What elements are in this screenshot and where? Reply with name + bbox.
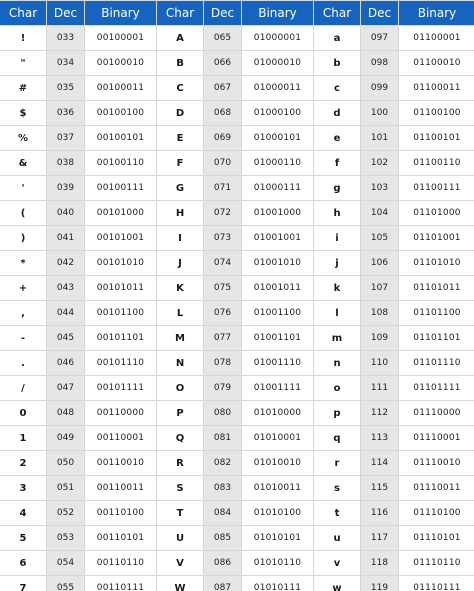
header-char: Char [0, 1, 47, 26]
binary-cell: 01100111 [399, 176, 474, 201]
binary-cell: 01010010 [242, 451, 314, 476]
char-cell: D [157, 101, 204, 126]
binary-cell: 00100011 [85, 76, 157, 101]
dec-cell: 105 [361, 226, 399, 251]
dec-cell: 083 [204, 476, 242, 501]
binary-cell: 01000011 [242, 76, 314, 101]
binary-cell: 01101110 [399, 351, 474, 376]
binary-cell: 01001001 [242, 226, 314, 251]
char-cell: 2 [0, 451, 47, 476]
char-cell: $ [0, 101, 47, 126]
dec-cell: 082 [204, 451, 242, 476]
header-char: Char [314, 1, 361, 26]
char-cell: S [157, 476, 204, 501]
char-cell: + [0, 276, 47, 301]
binary-cell: 01010111 [242, 576, 314, 591]
table-row [0, 251, 474, 276]
dec-cell: 099 [361, 76, 399, 101]
dec-cell: 101 [361, 126, 399, 151]
table-row [0, 451, 474, 476]
binary-cell: 00100010 [85, 51, 157, 76]
table-row [0, 201, 474, 226]
char-cell: r [314, 451, 361, 476]
char-cell: 1 [0, 426, 47, 451]
binary-cell: 01010100 [242, 501, 314, 526]
dec-cell: 112 [361, 401, 399, 426]
char-cell: * [0, 251, 47, 276]
binary-cell: 01001010 [242, 251, 314, 276]
dec-cell: 069 [204, 126, 242, 151]
dec-cell: 084 [204, 501, 242, 526]
char-cell: e [314, 126, 361, 151]
table-row [0, 576, 474, 591]
dec-cell: 040 [47, 201, 85, 226]
binary-cell: 01110100 [399, 501, 474, 526]
char-cell: f [314, 151, 361, 176]
char-cell: h [314, 201, 361, 226]
header-row [0, 1, 474, 26]
char-cell: 4 [0, 501, 47, 526]
binary-cell: 01001000 [242, 201, 314, 226]
binary-cell: 00101000 [85, 201, 157, 226]
char-cell: v [314, 551, 361, 576]
binary-cell: 01001100 [242, 301, 314, 326]
char-cell: E [157, 126, 204, 151]
char-cell: p [314, 401, 361, 426]
dec-cell: 039 [47, 176, 85, 201]
table-row [0, 276, 474, 301]
dec-cell: 081 [204, 426, 242, 451]
binary-cell: 01100010 [399, 51, 474, 76]
dec-cell: 113 [361, 426, 399, 451]
binary-cell: 01110000 [399, 401, 474, 426]
char-cell: 3 [0, 476, 47, 501]
char-cell: # [0, 76, 47, 101]
table-row [0, 501, 474, 526]
dec-cell: 077 [204, 326, 242, 351]
char-cell: w [314, 576, 361, 591]
char-cell: o [314, 376, 361, 401]
binary-cell: 01110110 [399, 551, 474, 576]
char-cell: g [314, 176, 361, 201]
dec-cell: 036 [47, 101, 85, 126]
binary-cell: 01101111 [399, 376, 474, 401]
binary-cell: 00100001 [85, 26, 157, 51]
dec-cell: 118 [361, 551, 399, 576]
char-cell: N [157, 351, 204, 376]
char-cell: ) [0, 226, 47, 251]
char-cell: W [157, 576, 204, 591]
binary-cell: 01101000 [399, 201, 474, 226]
table-row [0, 76, 474, 101]
binary-cell: 01100110 [399, 151, 474, 176]
table-row [0, 26, 474, 51]
header-char: Char [157, 1, 204, 26]
table-row [0, 476, 474, 501]
dec-cell: 051 [47, 476, 85, 501]
dec-cell: 111 [361, 376, 399, 401]
header-binary: Binary [85, 1, 157, 26]
dec-cell: 053 [47, 526, 85, 551]
char-cell: V [157, 551, 204, 576]
dec-cell: 068 [204, 101, 242, 126]
dec-cell: 103 [361, 176, 399, 201]
dec-cell: 117 [361, 526, 399, 551]
char-cell: . [0, 351, 47, 376]
char-cell: j [314, 251, 361, 276]
binary-cell: 01101010 [399, 251, 474, 276]
dec-cell: 045 [47, 326, 85, 351]
dec-cell: 049 [47, 426, 85, 451]
binary-cell: 00100101 [85, 126, 157, 151]
char-cell: 7 [0, 576, 47, 591]
char-cell: q [314, 426, 361, 451]
dec-cell: 098 [361, 51, 399, 76]
binary-cell: 00100110 [85, 151, 157, 176]
char-cell: C [157, 76, 204, 101]
dec-cell: 035 [47, 76, 85, 101]
dec-cell: 075 [204, 276, 242, 301]
dec-cell: 074 [204, 251, 242, 276]
dec-cell: 038 [47, 151, 85, 176]
dec-cell: 102 [361, 151, 399, 176]
binary-cell: 00110000 [85, 401, 157, 426]
binary-cell: 01001110 [242, 351, 314, 376]
dec-cell: 052 [47, 501, 85, 526]
char-cell: i [314, 226, 361, 251]
binary-cell: 01010101 [242, 526, 314, 551]
char-cell: - [0, 326, 47, 351]
dec-cell: 048 [47, 401, 85, 426]
char-cell: ( [0, 201, 47, 226]
char-cell: Q [157, 426, 204, 451]
header-dec: Dec [204, 1, 242, 26]
binary-cell: 00110011 [85, 476, 157, 501]
binary-cell: 01000111 [242, 176, 314, 201]
binary-cell: 01100101 [399, 126, 474, 151]
binary-cell: 01010001 [242, 426, 314, 451]
char-cell: T [157, 501, 204, 526]
binary-cell: 00101101 [85, 326, 157, 351]
char-cell: 5 [0, 526, 47, 551]
binary-cell: 01010011 [242, 476, 314, 501]
binary-cell: 01000100 [242, 101, 314, 126]
binary-cell: 01010000 [242, 401, 314, 426]
binary-cell: 00110010 [85, 451, 157, 476]
binary-cell: 01110001 [399, 426, 474, 451]
char-cell: / [0, 376, 47, 401]
char-cell: s [314, 476, 361, 501]
char-cell: ' [0, 176, 47, 201]
binary-cell: 01101101 [399, 326, 474, 351]
char-cell: 6 [0, 551, 47, 576]
char-cell: 0 [0, 401, 47, 426]
binary-cell: 00110001 [85, 426, 157, 451]
binary-cell: 01000110 [242, 151, 314, 176]
char-cell: u [314, 526, 361, 551]
char-cell: O [157, 376, 204, 401]
dec-cell: 110 [361, 351, 399, 376]
dec-cell: 065 [204, 26, 242, 51]
dec-cell: 071 [204, 176, 242, 201]
binary-cell: 01000101 [242, 126, 314, 151]
header-dec: Dec [361, 1, 399, 26]
binary-cell: 00110101 [85, 526, 157, 551]
table-row [0, 326, 474, 351]
binary-cell: 01110011 [399, 476, 474, 501]
binary-cell: 00101110 [85, 351, 157, 376]
table-row [0, 426, 474, 451]
dec-cell: 042 [47, 251, 85, 276]
binary-cell: 01110101 [399, 526, 474, 551]
char-cell: b [314, 51, 361, 76]
char-cell: M [157, 326, 204, 351]
dec-cell: 085 [204, 526, 242, 551]
dec-cell: 100 [361, 101, 399, 126]
binary-cell: 01000010 [242, 51, 314, 76]
char-cell: J [157, 251, 204, 276]
binary-cell: 00100100 [85, 101, 157, 126]
binary-cell: 00101011 [85, 276, 157, 301]
dec-cell: 107 [361, 276, 399, 301]
binary-cell: 01110111 [399, 576, 474, 591]
dec-cell: 070 [204, 151, 242, 176]
dec-cell: 046 [47, 351, 85, 376]
dec-cell: 055 [47, 576, 85, 591]
table-row [0, 51, 474, 76]
char-cell: P [157, 401, 204, 426]
dec-cell: 104 [361, 201, 399, 226]
dec-cell: 044 [47, 301, 85, 326]
table-body [0, 26, 474, 591]
table-row [0, 351, 474, 376]
table-row [0, 101, 474, 126]
dec-cell: 066 [204, 51, 242, 76]
char-cell: l [314, 301, 361, 326]
char-cell: L [157, 301, 204, 326]
binary-cell: 01001101 [242, 326, 314, 351]
char-cell: n [314, 351, 361, 376]
char-cell: d [314, 101, 361, 126]
dec-cell: 078 [204, 351, 242, 376]
binary-cell: 00101100 [85, 301, 157, 326]
char-cell: % [0, 126, 47, 151]
dec-cell: 106 [361, 251, 399, 276]
table-row [0, 526, 474, 551]
header-binary: Binary [242, 1, 314, 26]
dec-cell: 072 [204, 201, 242, 226]
header-binary: Binary [399, 1, 474, 26]
char-cell: R [157, 451, 204, 476]
char-cell: K [157, 276, 204, 301]
char-cell: k [314, 276, 361, 301]
dec-cell: 033 [47, 26, 85, 51]
dec-cell: 119 [361, 576, 399, 591]
table-row [0, 301, 474, 326]
binary-cell: 01001011 [242, 276, 314, 301]
table-row [0, 551, 474, 576]
char-cell: & [0, 151, 47, 176]
dec-cell: 087 [204, 576, 242, 591]
binary-cell: 01110010 [399, 451, 474, 476]
dec-cell: 043 [47, 276, 85, 301]
dec-cell: 086 [204, 551, 242, 576]
binary-cell: 00110110 [85, 551, 157, 576]
table-row [0, 126, 474, 151]
char-cell: G [157, 176, 204, 201]
binary-cell: 01101001 [399, 226, 474, 251]
binary-cell: 01100011 [399, 76, 474, 101]
dec-cell: 115 [361, 476, 399, 501]
char-cell: I [157, 226, 204, 251]
binary-cell: 01101011 [399, 276, 474, 301]
dec-cell: 114 [361, 451, 399, 476]
table-row [0, 226, 474, 251]
dec-cell: 097 [361, 26, 399, 51]
dec-cell: 041 [47, 226, 85, 251]
binary-cell: 01100001 [399, 26, 474, 51]
dec-cell: 108 [361, 301, 399, 326]
char-cell: t [314, 501, 361, 526]
dec-cell: 116 [361, 501, 399, 526]
char-cell: B [157, 51, 204, 76]
table-row [0, 151, 474, 176]
binary-cell: 00110111 [85, 576, 157, 591]
binary-cell: 01101100 [399, 301, 474, 326]
header-dec: Dec [47, 1, 85, 26]
dec-cell: 054 [47, 551, 85, 576]
dec-cell: 080 [204, 401, 242, 426]
dec-cell: 109 [361, 326, 399, 351]
binary-cell: 00101010 [85, 251, 157, 276]
binary-cell: 01000001 [242, 26, 314, 51]
dec-cell: 067 [204, 76, 242, 101]
binary-cell: 01010110 [242, 551, 314, 576]
char-cell: F [157, 151, 204, 176]
dec-cell: 079 [204, 376, 242, 401]
dec-cell: 076 [204, 301, 242, 326]
dec-cell: 037 [47, 126, 85, 151]
binary-cell: 00101111 [85, 376, 157, 401]
char-cell: c [314, 76, 361, 101]
binary-cell: 00110100 [85, 501, 157, 526]
char-cell: " [0, 51, 47, 76]
table-row [0, 176, 474, 201]
char-cell: a [314, 26, 361, 51]
binary-cell: 00100111 [85, 176, 157, 201]
dec-cell: 050 [47, 451, 85, 476]
char-cell: , [0, 301, 47, 326]
binary-cell: 01100100 [399, 101, 474, 126]
binary-cell: 00101001 [85, 226, 157, 251]
char-cell: ! [0, 26, 47, 51]
table-row [0, 376, 474, 401]
table-row [0, 401, 474, 426]
char-cell: H [157, 201, 204, 226]
char-cell: U [157, 526, 204, 551]
char-cell: m [314, 326, 361, 351]
dec-cell: 047 [47, 376, 85, 401]
char-cell: A [157, 26, 204, 51]
dec-cell: 034 [47, 51, 85, 76]
binary-cell: 01001111 [242, 376, 314, 401]
dec-cell: 073 [204, 226, 242, 251]
